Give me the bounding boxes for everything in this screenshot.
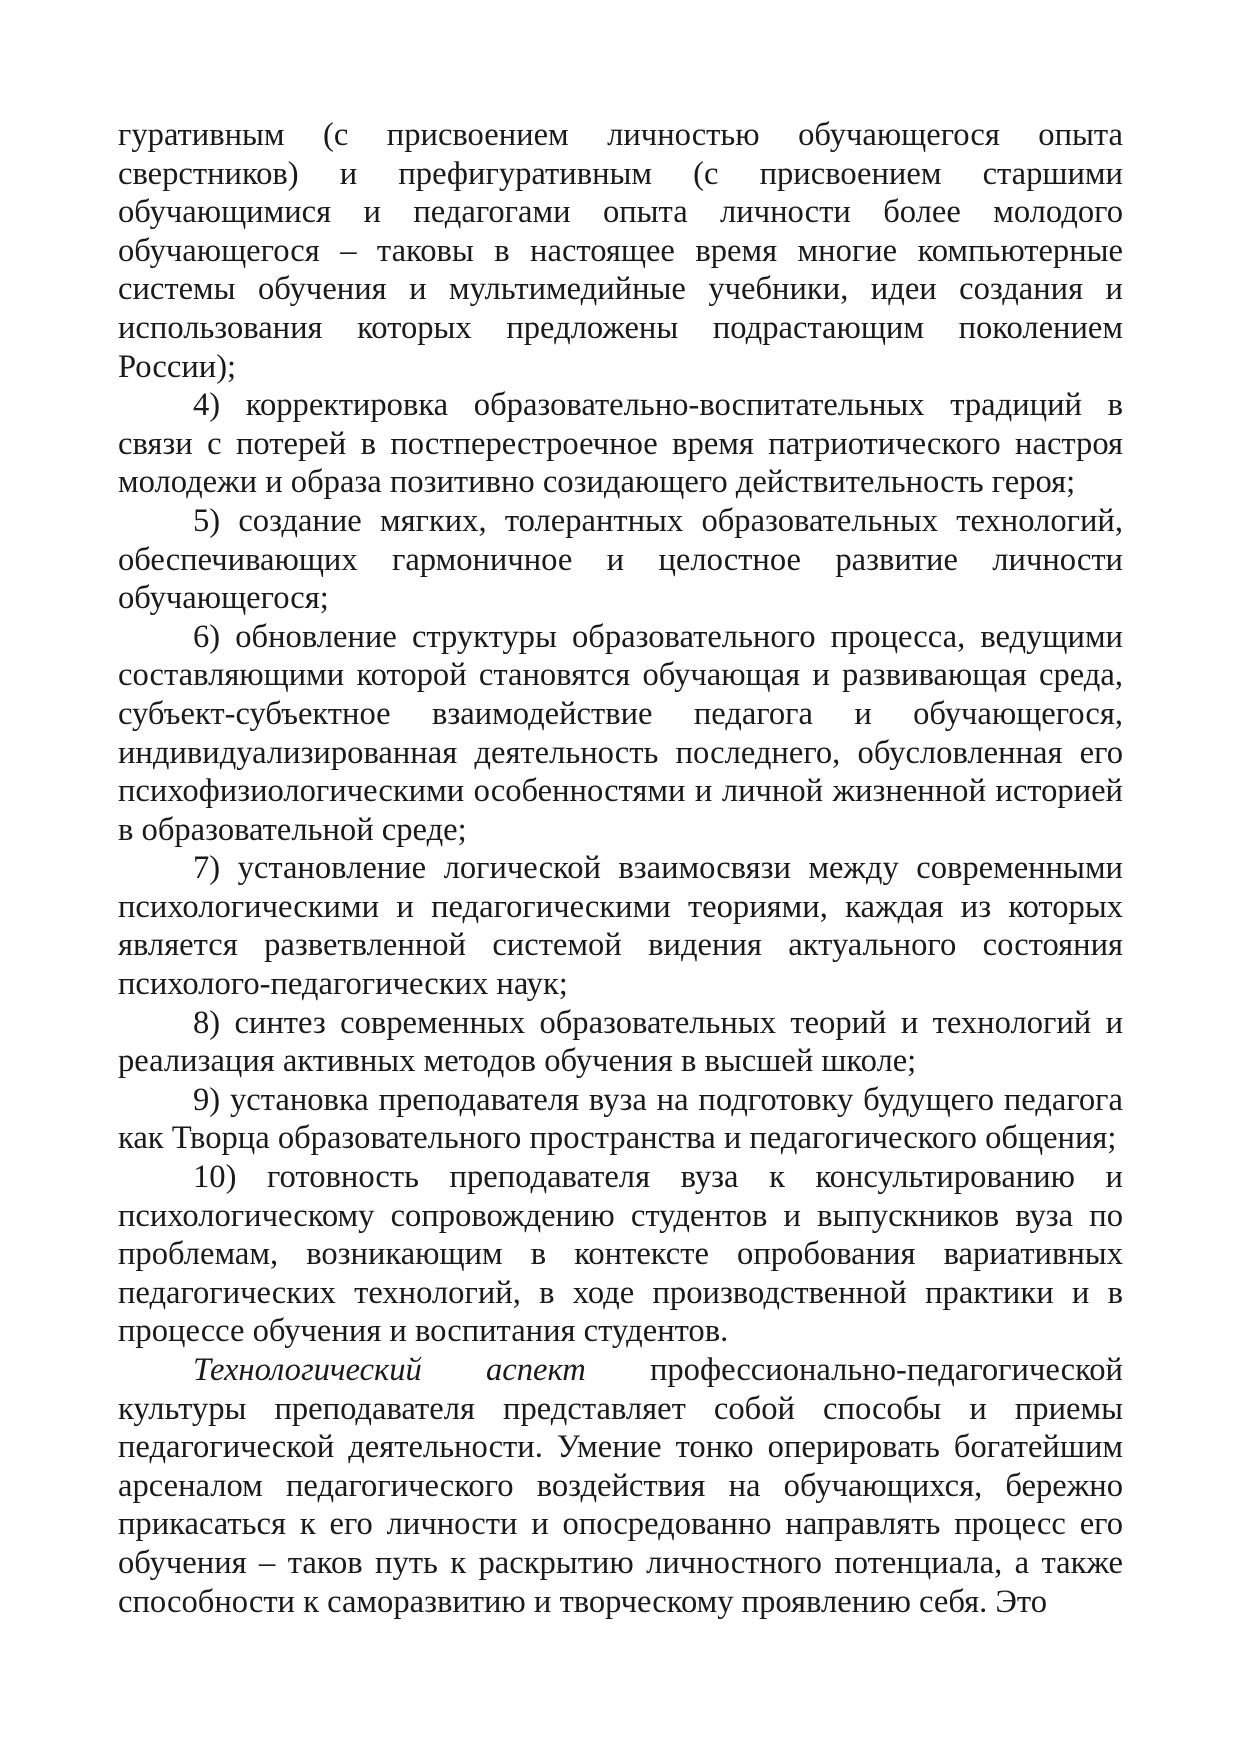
list-item-6: 6) обновление структуры образовательного процесса, ведущими составляющими которой становятся обучающая и развивающая среда, субъект-субъектное взаимодействие педагога и обучающегося, индивидуализированная деятельность последнего, обусловленная его психофизиологическими особенностями и личной жизненной историей в образовательной среде;: [118, 618, 1123, 848]
list-item-4: 4) корректировка образовательно-воспитательных традиций в связи с потерей в постперестроечное время патриотического настроя молодежи и образа позитивно созидающего действительность героя;: [118, 387, 1123, 501]
list-item-7: 7) установление логической взаимосвязи между современными психологическими и педагогическими теориями, каждая из которых является разветвленной системой видения актуального состояния психолого-педагогических наук;: [118, 850, 1123, 1003]
list-item-9: 9) установка преподавателя вуза на подготовку будущего педагога как Творца образовательного пространства и педагогического общения;: [118, 1081, 1123, 1157]
technological-aspect-paragraph: [118, 1351, 1123, 1621]
paragraph-text: профессионально-педагогической культуры преподавателя представляет собой способы и приемы педагогической деятельности. Умение тонко оперировать богатейшим арсеналом педагогического воздействия на обучающихся, бережно прикасаться к его личности и опосредованно направлять процесс его обучения – таков путь к раскрытию личностного потенциала, а также способности к саморазвитию и творческому проявлению себя. Это: [118, 1352, 1123, 1620]
paragraph-continuation: гуративным (с присвоением личностью обучающегося опыта сверстников) и префигуративным (с присвоением старшими обучающимися и педагогами опыта личности более молодого обучающегося – таковы в настоящее время многие компьютерные системы обучения и мультимедийные учебники, идеи создания и использования которых предложены подрастающим поколением России);: [118, 117, 1123, 385]
list-item-5: 5) создание мягких, толерантных образовательных технологий, обеспечивающих гармоничное и целостное развитие личности обучающегося;: [118, 502, 1123, 617]
list-item-8: 8) синтез современных образовательных теорий и технологий и реализация активных методов обучения в высшей школе;: [118, 1004, 1123, 1080]
body-text: [118, 116, 1123, 1621]
italic-term: Технологический аспект: [193, 1352, 586, 1388]
list-item-10: 10) готовность преподавателя вуза к консультированию и психологическому сопровождению студентов и выпускников вуза по проблемам, возникающим в контексте опробования вариативных педагогических технологий, в ходе производственной практики и в процессе обучения и воспитания студентов.: [118, 1159, 1123, 1350]
